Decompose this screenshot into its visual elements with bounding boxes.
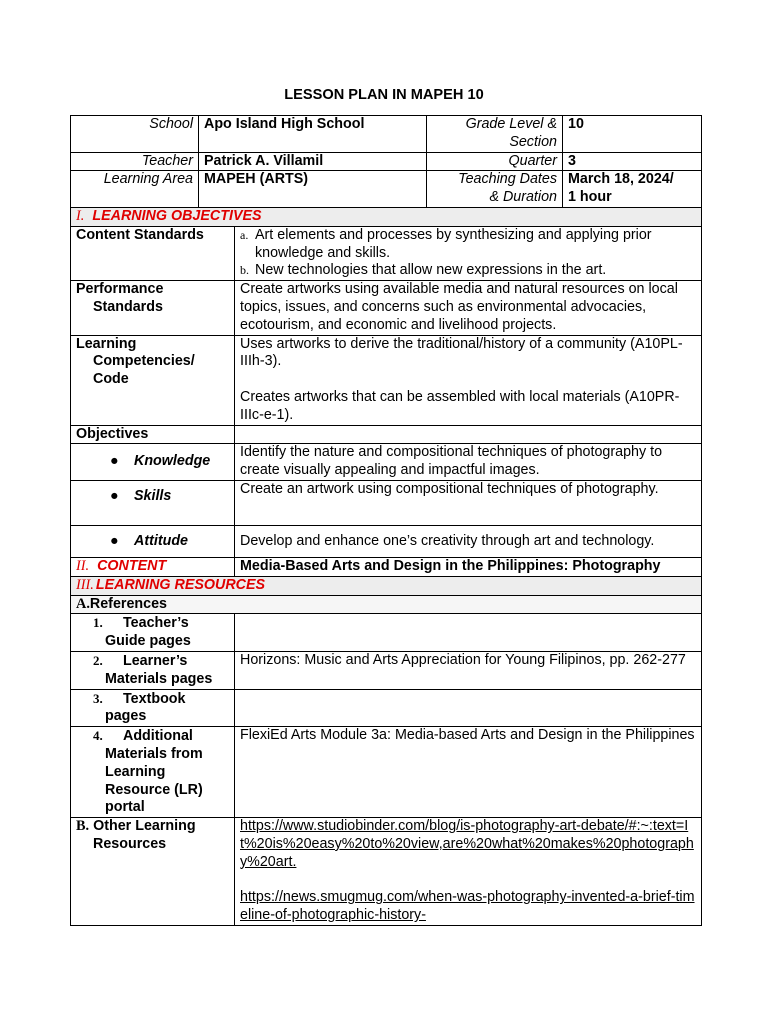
list-marker: b. <box>240 263 249 278</box>
dates-label-line-1: Teaching Dates <box>458 171 557 188</box>
other-resources-links <box>235 818 702 926</box>
dates-label <box>427 171 563 208</box>
teacher-row <box>71 152 702 171</box>
item-number: 3. <box>93 690 103 706</box>
area-label: Learning Area <box>71 171 199 208</box>
section-content-title: CONTENT <box>97 557 167 574</box>
knowledge-row <box>71 444 702 481</box>
quarter-label: Quarter <box>427 152 563 171</box>
additional-materials-line-3: Learning <box>105 763 166 780</box>
section-resources-heading <box>71 576 702 595</box>
performance-label-line-1: Performance <box>76 281 164 298</box>
competencies-label <box>71 335 235 425</box>
content-standards-list <box>240 227 696 280</box>
teacher-label: Teacher <box>71 152 199 171</box>
knowledge-label <box>71 444 235 481</box>
school-value: Apo Island High School <box>199 116 427 153</box>
objectives-row <box>71 425 702 444</box>
textbook-line-2: pages <box>105 708 147 725</box>
bullet-icon: ● <box>110 532 119 549</box>
section-resources-number: III. <box>76 576 94 593</box>
references-marker: A. <box>76 595 90 612</box>
skills-label <box>71 480 235 525</box>
other-resources-row <box>71 818 702 926</box>
teachers-guide-line-2: Guide pages <box>105 633 191 650</box>
other-resources-label <box>71 818 235 926</box>
list-item-text: New technologies that allow new expressions in the art. <box>255 262 607 279</box>
section-resources-title: LEARNING RESOURCES <box>95 576 266 593</box>
references-label: References <box>89 595 167 612</box>
section-objectives <box>71 207 702 226</box>
resource-link-2[interactable]: https://news.smugmug.com/when-was-photography-invented-a-brief-timeline-of-photographic-history- <box>240 889 695 924</box>
other-resources-line-1: Other Learning <box>93 818 196 835</box>
textbook-label <box>71 689 235 727</box>
learners-materials-value: Horizons: Music and Arts Appreciation for Young Filipinos, pp. 262-277 <box>235 651 702 689</box>
teachers-guide-value <box>235 614 702 652</box>
competencies-label-line-2: Competencies/ <box>93 353 195 370</box>
list-item <box>240 262 696 280</box>
item-number: 4. <box>93 728 103 744</box>
competency-1: Uses artworks to derive the traditional/history of a community (A10PL-IIIh-3). <box>240 335 683 370</box>
knowledge-text: Identify the nature and compositional techniques of photography to create visually appealing and impactful images. <box>235 444 702 481</box>
section-objectives-number: I. <box>76 207 85 224</box>
objectives-label: Objectives <box>71 425 235 444</box>
competencies-label-line-1: Learning <box>76 335 137 352</box>
section-objectives-heading <box>71 207 702 226</box>
area-value: MAPEH (ARTS) <box>199 171 427 208</box>
teachers-guide-line-1: Teacher’s <box>123 615 189 632</box>
teacher-value: Patrick A. Villamil <box>199 152 427 171</box>
additional-materials-value: FlexiEd Arts Module 3a: Media-based Arts and Design in the Philippines <box>235 727 702 818</box>
additional-materials-line-2: Materials from <box>105 745 203 762</box>
attitude-text: Develop and enhance one’s creativity through art and technology. <box>235 525 702 557</box>
teachers-guide-row <box>71 614 702 652</box>
content-standards-row <box>71 226 702 280</box>
lesson-plan-sheet <box>70 115 701 926</box>
section-objectives-title: LEARNING OBJECTIVES <box>92 207 262 224</box>
performance-standards-text: Create artworks using available media and natural resources on local topics, issues, and concerns such as environmental advocacies, ecotourism, and economic and livelihood projects. <box>235 281 702 335</box>
competencies-cell <box>235 335 702 425</box>
body-table <box>70 207 702 926</box>
skills-row <box>71 480 702 525</box>
bullet-icon: ● <box>110 453 119 470</box>
content-text: Media-Based Arts and Design in the Philippines: Photography <box>235 557 702 576</box>
list-item <box>240 227 696 263</box>
skills-text: Create an artwork using compositional techniques of photography. <box>235 480 702 525</box>
additional-materials-line-5: portal <box>105 799 145 816</box>
textbook-row <box>71 689 702 727</box>
learners-materials-line-1: Learner’s <box>123 652 188 669</box>
teachers-guide-label <box>71 614 235 652</box>
textbook-line-1: Textbook <box>123 690 186 707</box>
dates-value-line-1: March 18, 2024/ <box>568 171 674 188</box>
resource-link-1[interactable]: https://www.studiobinder.com/blog/is-photography-art-debate/#:~:text=It%20is%20easy%20to%20view,are%20what%20makes%20photography%20art. <box>240 818 694 870</box>
dates-value-line-2: 1 hour <box>568 189 612 206</box>
header-table <box>70 115 702 208</box>
skills-label-text: Skills <box>134 487 172 504</box>
school-row <box>71 116 702 153</box>
grade-label-line-1: Grade Level & <box>465 116 557 132</box>
learners-materials-label <box>71 651 235 689</box>
list-marker: a. <box>240 227 249 242</box>
other-resources-line-2: Resources <box>93 835 167 852</box>
learners-materials-row <box>71 651 702 689</box>
section-content-number: II. <box>76 557 90 574</box>
grade-value: 10 <box>563 116 702 153</box>
dates-label-line-2: & Duration <box>489 189 557 206</box>
attitude-label <box>71 525 235 557</box>
performance-standards-row <box>71 281 702 335</box>
content-standards-label: Content Standards <box>71 226 235 280</box>
competency-2: Creates artworks that can be assembled with local materials (A10PR-IIIc-e-1). <box>240 388 680 423</box>
dates-value <box>563 171 702 208</box>
page-title: LESSON PLAN IN MAPEH 10 <box>284 87 484 103</box>
content-row <box>71 557 702 576</box>
attitude-row <box>71 525 702 557</box>
references-heading <box>71 595 702 614</box>
performance-standards-label <box>71 281 235 335</box>
other-resources-marker: B. <box>76 818 90 835</box>
item-number: 2. <box>93 652 103 668</box>
competencies-row <box>71 335 702 425</box>
content-standards-cell <box>235 226 702 280</box>
item-number: 1. <box>93 615 103 631</box>
additional-materials-label <box>71 727 235 818</box>
quarter-value: 3 <box>563 152 702 171</box>
grade-label <box>427 116 563 153</box>
grade-label-line-2: Section <box>509 133 557 150</box>
objectives-empty-cell <box>235 425 702 444</box>
additional-materials-line-1: Additional <box>123 728 193 745</box>
list-item-text: Art elements and processes by synthesizing and applying prior knowledge and skills. <box>255 226 652 261</box>
textbook-value <box>235 689 702 727</box>
competencies-label-line-3: Code <box>93 371 129 388</box>
knowledge-label-text: Knowledge <box>134 453 211 470</box>
performance-label-line-2: Standards <box>93 298 163 315</box>
attitude-label-text: Attitude <box>134 532 188 549</box>
bullet-icon: ● <box>110 487 119 504</box>
area-row <box>71 171 702 208</box>
additional-materials-row <box>71 727 702 818</box>
section-content-heading <box>71 557 235 576</box>
additional-materials-line-4: Resource (LR) <box>105 781 203 798</box>
references-row <box>71 595 702 614</box>
section-resources <box>71 576 702 595</box>
school-label: School <box>71 116 199 153</box>
learners-materials-line-2: Materials pages <box>105 670 213 687</box>
